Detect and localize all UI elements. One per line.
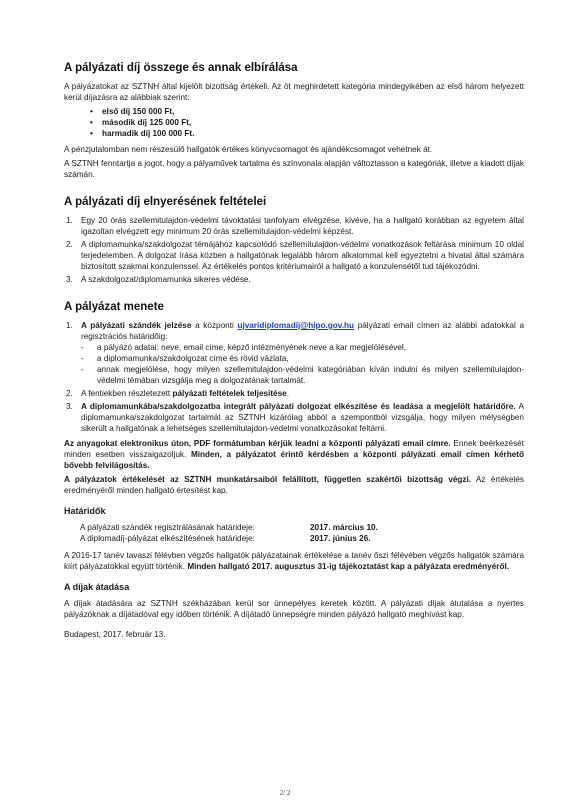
list-item: 3. A diplomamunkába/szakdolgozatba integrált pályázati dolgozat elkészítése és leadása a megjelölt határidőre. A diplomamunka/szakdolgozat tartalmát az SZTNH kizárólag abból a szempontból vizsgálja, hogy milyen mélységben sikerült a hallgatónak a lehetséges szellemitulajdon-védelmi vonatkozásokat feltárni. [66, 402, 524, 433]
paragraph: A pályázatok értékelését az SZTNH munkatársaiból felállított, független szakértői bizottság végzi. Az értékelés eredményéről minden hallgató értesítést kap. [64, 475, 524, 495]
deadline-row: A diplomadíj-pályázat elkészítésének határideje: 2017. június 26. [80, 534, 371, 543]
list-item: - a diplomamunka/szakdolgozat címe és rövid vázlata, [81, 354, 289, 363]
required-data-list [81, 342, 524, 386]
paragraph: A díjak átadására az SZTNH székházában kerül sor ünnepélyes keretek között. A pályázati díjak átutalása a nyertes pályázóknak a díjátadóval egy időben történik. A díjátadó ünnepségre minden pályázó hallgató meghívást kap. [64, 599, 524, 619]
prize-item: • harmadik díj 100 000 Ft. [90, 129, 195, 138]
process-list [64, 320, 524, 434]
bullet-icon: • [90, 129, 93, 138]
prize-list [64, 106, 524, 139]
section-heading-award: A díjak átadása [64, 582, 130, 592]
deadline-row: A pályázati szándék regisztrálásának határideje: 2017. március 10. [80, 523, 378, 532]
section-heading-prize: A pályázati díj összege és annak elbírálása [64, 62, 298, 74]
paragraph: A pályázatokat az SZTNH által kijelölt bizottság értékeli. Az öt meghirdetett kategória mindegyikében az első három helyezett kerül díjazásra az alábbiak szerint: [64, 82, 524, 102]
paragraph: A 2016-17 tanév tavaszi félévben végzős hallgatók pályázatainak értékelése a tanév őszi félévében végzős hallgatók számára kiírt pályázatokkal együtt történik. Minden hallgató 2017. augusztus 31-ig tájékoztatást kap a pályázata eredményéről. [64, 551, 524, 571]
bullet-icon: • [90, 107, 93, 116]
list-item: 2. A diplomamunka/szakdolgozat témájához kapcsolódó szellemitulajdon-védelmi vonatkozások feltárása minimum 10 oldal terjedelemben. A dolgozat írása közben a hallgatónak legalább három alkalommal kell egyeztetni a hivatal által számára biztosított szakmai konzulenssel. Az értékelés pontos kritériumairól a hallgató a konzulensétől tud tájékozódni. [66, 240, 524, 271]
section-heading-process: A pályázat menete [64, 301, 164, 313]
list-item: 1. Egy 20 órás szellemitulajdon-védelmi távoktatási tanfolyam elvégzése, kivéve, ha a hallgató korábban az egyetem által igazoltan elvégzett egy minimum 20 órás szellemitulajdon-védelmi képzést. [66, 216, 524, 236]
paragraph: A SZTNH fenntartja a jogot, hogy a pályaművek tartalma és színvonala alapján változtasson a kategóriák, illetve a kiadott díjak számán. [64, 159, 524, 179]
page-number: 2/ 2 [279, 789, 291, 797]
list-item: 1. A pályázati szándék jelzése a központi ujvaridiplomadij@hipo.gov.hu pályázati email címen az alábbi adatokkal a regisztrációs határidőig: - a pályázó adatai: neve, email címe, képző intézményének neve a kar megjelölésével, - a diplomamunka/szakdolgozat címe és rövid vázlata, - annak megjelölése, hogy milyen szellemitulajdon-védelmi kategóriában kíván indulni és milyen szellemitulajdon-védelmi témában vizsgálja meg a dolgozatának tartalmát. [66, 321, 525, 385]
list-item: 3. A szakdolgozat/diplomamunka sikeres védése. [66, 275, 251, 284]
section-heading-deadlines: Határidők [64, 506, 106, 516]
section-heading-conditions: A pályázati díj elnyerésének feltételei [64, 196, 267, 208]
prize-item: • második díj 125 000 Ft, [90, 118, 192, 127]
place-date: Budapest, 2017. február 13. [64, 630, 166, 639]
deadlines-table [80, 522, 524, 544]
paragraph: Az anyagokat elektronikus úton, PDF formátumban kérjük leadni a központi pályázati email címre. Ennek beérkezését minden esetben visszaigazoljuk. Minden, a pályázatot érintő kérdésben a központi pályázati email címen kérhető bővebb felvilágosítás. [64, 439, 524, 470]
email-link[interactable]: ujvaridiplomadij@hipo.gov.hu [237, 321, 355, 330]
conditions-list [64, 215, 524, 285]
list-item: 2. A fentiekben részletezett pályázati feltételek teljesítése. [66, 389, 289, 398]
paragraph: A pénzjutalomban nem részesülő hallgatók értékes könyvcsomagot és ajándékcsomagot vehetnek át. [64, 145, 433, 154]
bullet-icon: • [90, 118, 93, 127]
list-item: - a pályázó adatai: neve, email címe, képző intézményének neve a kar megjelölésével, [81, 343, 407, 352]
list-item: - annak megjelölése, hogy milyen szellemitulajdon-védelmi kategóriában kíván indulni és milyen szellemitulajdon-védelmi témában vizsgálja meg a dolgozatának tartalmát. [81, 365, 524, 385]
prize-item: • első díj 150 000 Ft, [90, 107, 175, 116]
